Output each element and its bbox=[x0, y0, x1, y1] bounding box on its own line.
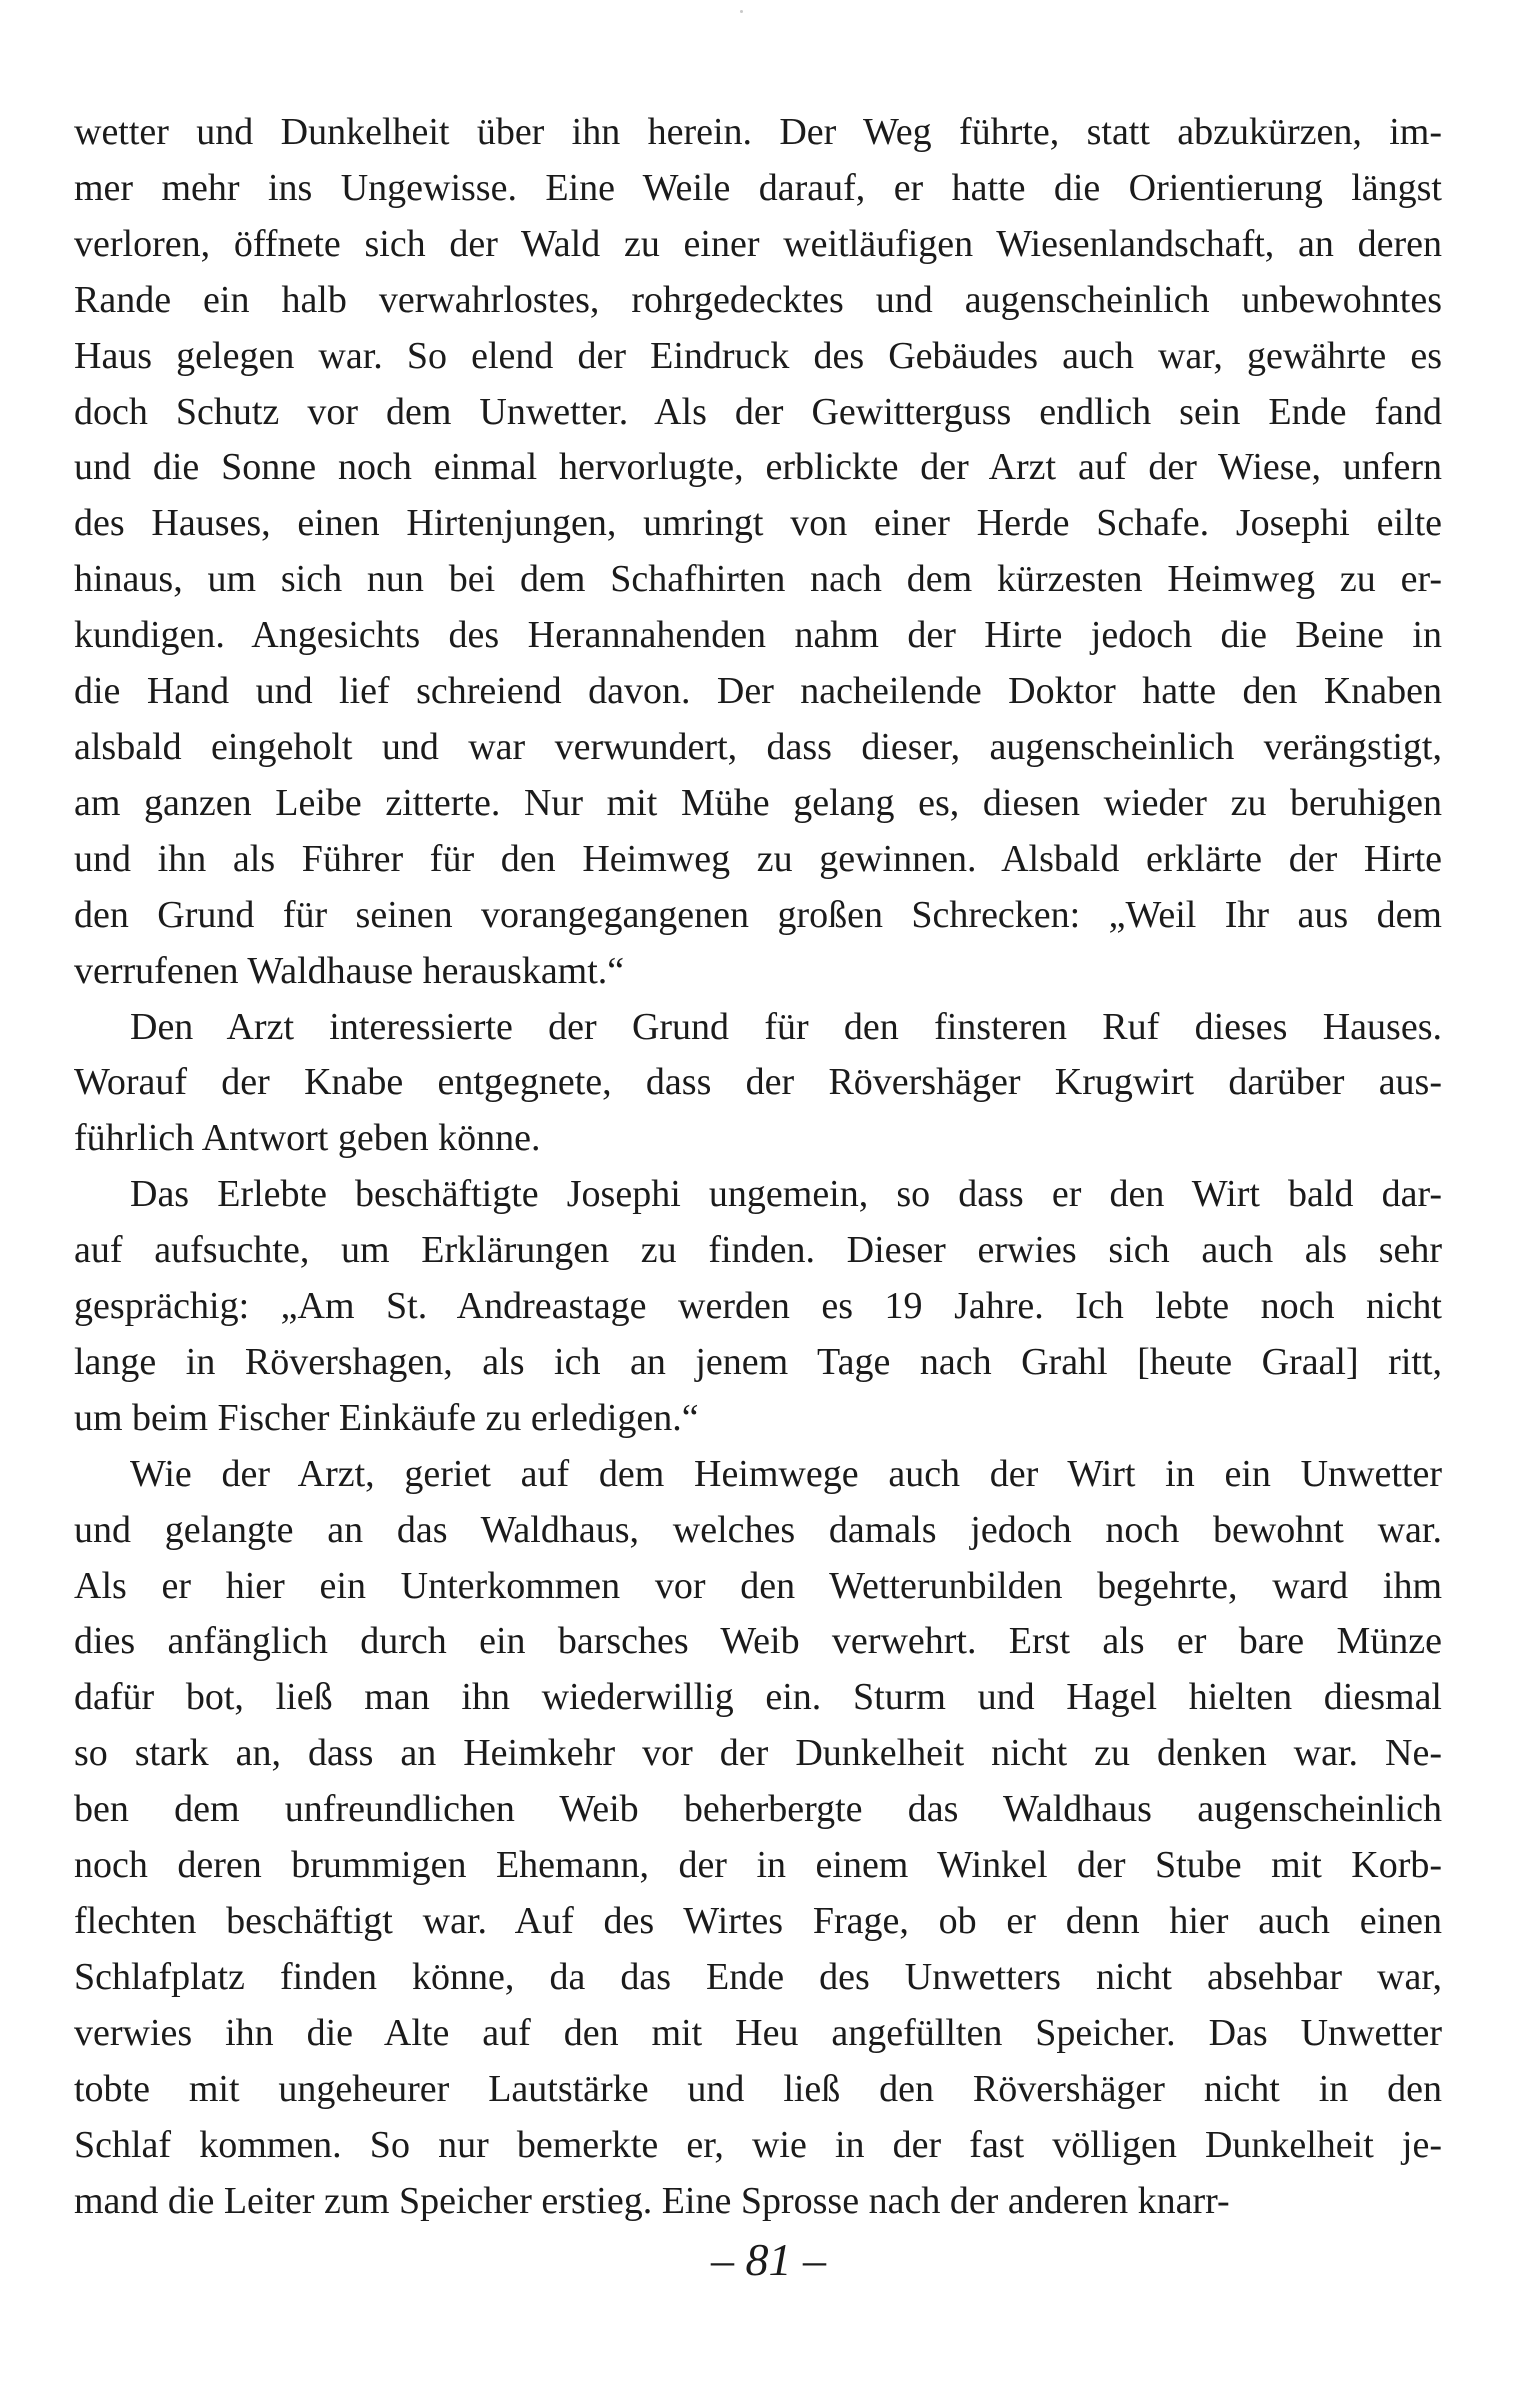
text-line: und die Sonne noch einmal hervorlugte, erblickte der Arzt auf der Wiese, unfern bbox=[74, 446, 1442, 489]
text-line: und gelangte an das Waldhaus, welches damals jedoch noch bewohnt war. bbox=[74, 1508, 1442, 1551]
text-line: die Hand und lief schreiend davon. Der nacheilende Doktor hatte den Knaben bbox=[74, 670, 1442, 713]
text-line: Haus gelegen war. So elend der Eindruck des Gebäudes auch war, gewährte es bbox=[74, 334, 1442, 377]
scan-speck bbox=[740, 10, 743, 13]
text-line: hinaus, um sich nun bei dem Schafhirten nach dem kürzesten Heimweg zu er- bbox=[74, 558, 1442, 601]
text-line: verwies ihn die Alte auf den mit Heu angefüllten Speicher. Das Unwetter bbox=[74, 2011, 1442, 2054]
text-line: gesprächig: „Am St. Andreastage werden es 19 Jahre. Ich lebte noch nicht bbox=[74, 1285, 1442, 1328]
text-line: Als er hier ein Unterkommen vor den Wetterunbilden begehrte, ward ihm bbox=[74, 1564, 1442, 1607]
text-line: auf aufsuchte, um Erklärungen zu finden. Dieser erwies sich auch als sehr bbox=[74, 1229, 1442, 1272]
text-line: mer mehr ins Ungewisse. Eine Weile darauf, er hatte die Orientierung längst bbox=[74, 166, 1442, 209]
text-line: führlich Antwort geben könne. bbox=[74, 1117, 541, 1160]
paragraph bbox=[74, 1000, 1442, 1168]
text-line: alsbald eingeholt und war verwundert, dass dieser, augenscheinlich verängstigt, bbox=[74, 725, 1442, 768]
text-line: des Hauses, einen Hirtenjungen, umringt von einer Herde Schafe. Josephi eilte bbox=[74, 502, 1442, 545]
text-line: Das Erlebte beschäftigte Josephi ungemein, so dass er den Wirt bald dar- bbox=[130, 1173, 1442, 1216]
text-line: dies anfänglich durch ein barsches Weib verwehrt. Erst als er bare Münze bbox=[74, 1620, 1442, 1663]
paragraph bbox=[74, 1447, 1442, 2230]
text-line: lange in Rövershagen, als ich an jenem Tage nach Grahl [heute Graal] ritt, bbox=[74, 1340, 1442, 1383]
paragraph bbox=[74, 1167, 1442, 1447]
text-line: Schlaf kommen. So nur bemerkte er, wie in der fast völligen Dunkelheit je- bbox=[74, 2123, 1442, 2166]
text-line: ben dem unfreundlichen Weib beherbergte das Waldhaus augenscheinlich bbox=[74, 1788, 1442, 1831]
text-line: Schlafplatz finden könne, da das Ende des Unwetters nicht absehbar war, bbox=[74, 1955, 1442, 1998]
text-line: und ihn als Führer für den Heimweg zu gewinnen. Alsbald erklärte der Hirte bbox=[74, 837, 1442, 880]
text-line: um beim Fischer Einkäufe zu erledigen.“ bbox=[74, 1396, 699, 1439]
text-line: dafür bot, ließ man ihn wiederwillig ein. Sturm und Hagel hielten diesmal bbox=[74, 1676, 1442, 1719]
text-line: doch Schutz vor dem Unwetter. Als der Gewitterguss endlich sein Ende fand bbox=[74, 390, 1442, 433]
text-line: Worauf der Knabe entgegnete, dass der Rövershäger Krugwirt darüber aus- bbox=[74, 1061, 1442, 1104]
text-line: wetter und Dunkelheit über ihn herein. Der Weg führte, statt abzukürzen, im- bbox=[74, 111, 1442, 153]
body-text bbox=[74, 105, 1442, 2229]
text-line: Den Arzt interessierte der Grund für den finsteren Ruf dieses Hauses. bbox=[130, 1005, 1442, 1048]
text-line: den Grund für seinen vorangegangenen großen Schrecken: „Weil Ihr aus dem bbox=[74, 893, 1442, 936]
text-line: am ganzen Leibe zitterte. Nur mit Mühe gelang es, diesen wieder zu beruhigen bbox=[74, 781, 1442, 824]
text-line: Wie der Arzt, geriet auf dem Heimwege auch der Wirt in ein Unwetter bbox=[130, 1452, 1442, 1495]
text-line: mand die Leiter zum Speicher erstieg. Eine Sprosse nach der anderen knarr- bbox=[74, 2179, 1230, 2222]
text-line: verloren, öffnete sich der Wald zu einer weitläufigen Wiesenlandschaft, an deren bbox=[74, 222, 1442, 265]
text-line: so stark an, dass an Heimkehr vor der Dunkelheit nicht zu denken war. Ne- bbox=[74, 1732, 1442, 1775]
paragraph bbox=[74, 105, 1442, 1000]
page-number: – 81 – bbox=[711, 2234, 826, 2285]
text-line: verrufenen Waldhause herauskamt.“ bbox=[74, 949, 625, 992]
text-line: flechten beschäftigt war. Auf des Wirtes Frage, ob er denn hier auch einen bbox=[74, 1900, 1442, 1942]
text-line: tobte mit ungeheurer Lautstärke und ließ den Rövershäger nicht in den bbox=[74, 2067, 1442, 2110]
text-line: kundigen. Angesichts des Herannahenden nahm der Hirte jedoch die Beine in bbox=[74, 614, 1442, 657]
text-line: Rande ein halb verwahrlostes, rohrgedecktes und augenscheinlich unbewohntes bbox=[74, 278, 1442, 321]
text-line: noch deren brummigen Ehemann, der in einem Winkel der Stube mit Korb- bbox=[74, 1844, 1442, 1887]
